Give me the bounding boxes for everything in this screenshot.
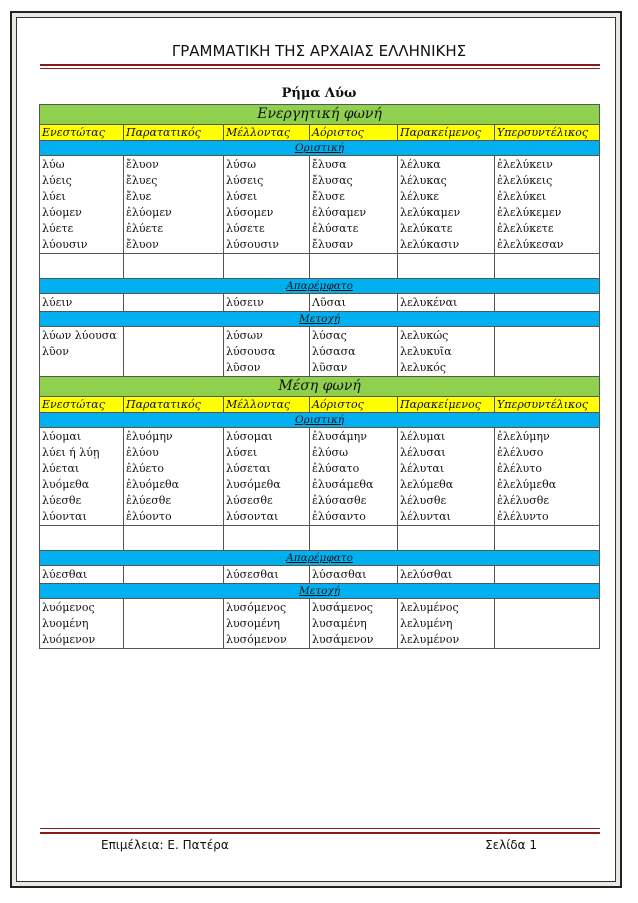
voice-header-row: [40, 377, 600, 397]
indicative-forms: ἔλυσα ἔλυσας ἔλυσε ἐλύσαμεν ἐλύσατε ἔλυσαν: [310, 156, 398, 254]
infinitive-form: λύσασθαι: [310, 566, 398, 584]
infinitive-form: λύειν: [40, 294, 124, 312]
empty-cell: [310, 254, 398, 279]
empty-cell: [124, 526, 224, 551]
tense-label: Υπερσυντέλικος: [495, 125, 600, 141]
participle-forms: λύσας λύσασα λῦσαν: [310, 327, 398, 377]
participle-forms: [495, 327, 600, 377]
tense-label: Μέλλοντας: [224, 397, 310, 413]
empty-cell: [124, 254, 224, 279]
participle-forms: [124, 327, 224, 377]
tense-label: Παρατατικός: [124, 397, 224, 413]
infinitive-header-row: [40, 279, 600, 294]
mood-label: Μετοχή: [40, 312, 600, 327]
tense-label: Ενεστώτας: [40, 397, 124, 413]
header-rule-thin: [40, 68, 600, 69]
spacer-row: [40, 254, 600, 279]
indicative-forms-row: [40, 428, 600, 526]
infinitive-form: Λῦσαι: [310, 294, 398, 312]
empty-cell: [224, 254, 310, 279]
spacer-row: [40, 526, 600, 551]
infinitive-form: [124, 566, 224, 584]
tense-label: Ενεστώτας: [40, 125, 124, 141]
indicative-forms: λύσομαι λύσει λύσεται λυσόμεθα λύσεσθε λύσονται: [224, 428, 310, 526]
mood-label: Οριστική: [40, 413, 600, 428]
empty-cell: [40, 526, 124, 551]
indicative-forms-row: [40, 156, 600, 254]
tense-label: Μέλλοντας: [224, 125, 310, 141]
voice-label: Μέση φωνή: [40, 377, 600, 397]
participle-forms: λελυμένος λελυμένη λελυμένον: [398, 599, 495, 649]
verb-title: Ρήμα Λύω: [281, 86, 357, 101]
tense-header-row: [40, 397, 600, 413]
footer-page-number: Σελίδα 1: [485, 838, 537, 852]
tense-label: Υπερσυντέλικος: [495, 397, 600, 413]
tense-header-row: [40, 125, 600, 141]
mood-label: Μετοχή: [40, 584, 600, 599]
infinitive-form: [495, 294, 600, 312]
indicative-forms: ἐλυόμην ἐλύου ἐλύετο ἐλυόμεθα ἐλύεσθε ἐλύοντο: [124, 428, 224, 526]
empty-cell: [398, 254, 495, 279]
empty-cell: [495, 526, 600, 551]
empty-cell: [40, 254, 124, 279]
infinitive-form: [495, 566, 600, 584]
footer-rule-thin: [40, 828, 600, 829]
tense-label: Παρακείμενος: [398, 125, 495, 141]
document-title: ΓΡΑΜΜΑΤΙΚΗ ΤΗΣ ΑΡΧΑΙΑΣ ΕΛΛΗΝΙΚΗΣ: [171, 42, 467, 60]
infinitive-form: λελύσθαι: [398, 566, 495, 584]
footer-editor: Επιμέλεια: Ε. Πατέρα: [101, 838, 229, 852]
empty-cell: [310, 526, 398, 551]
empty-cell: [224, 526, 310, 551]
participle-forms: λύων λύουσα λῦον: [40, 327, 124, 377]
participle-forms: λυόμενος λυομένη λυόμενον: [40, 599, 124, 649]
voice-label: Ενεργητική φωνή: [40, 105, 600, 125]
tense-label: Παρατατικός: [124, 125, 224, 141]
infinitive-form: λύεσθαι: [40, 566, 124, 584]
infinitive-form: λελυκέναι: [398, 294, 495, 312]
infinitive-forms-row: [40, 294, 600, 312]
participle-forms-row: [40, 599, 600, 649]
indicative-forms: λέλυκα λέλυκας λέλυκε λελύκαμεν λελύκατε λελύκασιν: [398, 156, 495, 254]
infinitive-form: λύσεσθαι: [224, 566, 310, 584]
participle-header-row: [40, 312, 600, 327]
footer-rule: [40, 832, 600, 834]
indicative-forms: λύω λύεις λύει λύομεν λύετε λύουσιν: [40, 156, 124, 254]
participle-forms: λελυκώς λελυκυῖα λελυκός: [398, 327, 495, 377]
infinitive-forms-row: [40, 566, 600, 584]
indicative-header-row: [40, 141, 600, 156]
empty-cell: [495, 254, 600, 279]
header-rule: [40, 64, 600, 66]
indicative-header-row: [40, 413, 600, 428]
participle-forms: λυσόμενος λυσομένη λυσόμενον: [224, 599, 310, 649]
indicative-forms: ἐλελύμην ἐλέλυσο ἐλέλυτο ἐλελύμεθα ἐλέλυσθε ἐλέλυντο: [495, 428, 600, 526]
indicative-forms: ἐλυσάμην ἐλύσω ἐλύσατο ἐλυσάμεθα ἐλύσασθε ἐλύσαντο: [310, 428, 398, 526]
participle-forms: [124, 599, 224, 649]
participle-forms: λύσων λύσουσα λῦσον: [224, 327, 310, 377]
empty-cell: [398, 526, 495, 551]
participle-forms: [495, 599, 600, 649]
participle-header-row: [40, 584, 600, 599]
tense-label: Παρακείμενος: [398, 397, 495, 413]
tense-label: Αόριστος: [310, 397, 398, 413]
participle-forms: λυσάμενος λυσαμένη λυσάμενον: [310, 599, 398, 649]
mood-label: Απαρέμφατο: [40, 279, 600, 294]
mood-label: Απαρέμφατο: [40, 551, 600, 566]
indicative-forms: λύσω λύσεις λύσει λύσομεν λύσετε λύσουσιν: [224, 156, 310, 254]
indicative-forms: ἐλελύκειν ἐλελύκεις ἐλελύκει ἐλελύκεμεν ἐλελύκετε ἐλελύκεσαν: [495, 156, 600, 254]
indicative-forms: ἔλυον ἔλυες ἔλυε ἐλύομεν ἐλύετε ἔλυον: [124, 156, 224, 254]
infinitive-form: λύσειν: [224, 294, 310, 312]
voice-header-row: [40, 105, 600, 125]
tense-label: Αόριστος: [310, 125, 398, 141]
indicative-forms: λέλυμαι λέλυσαι λέλυται λελύμεθα λέλυσθε λέλυνται: [398, 428, 495, 526]
participle-forms-row: [40, 327, 600, 377]
indicative-forms: λύομαι λύει ή λύῃ λύεται λυόμεθα λύεσθε λύονται: [40, 428, 124, 526]
infinitive-header-row: [40, 551, 600, 566]
mood-label: Οριστική: [40, 141, 600, 156]
conjugation-table: [39, 104, 599, 649]
infinitive-form: [124, 294, 224, 312]
